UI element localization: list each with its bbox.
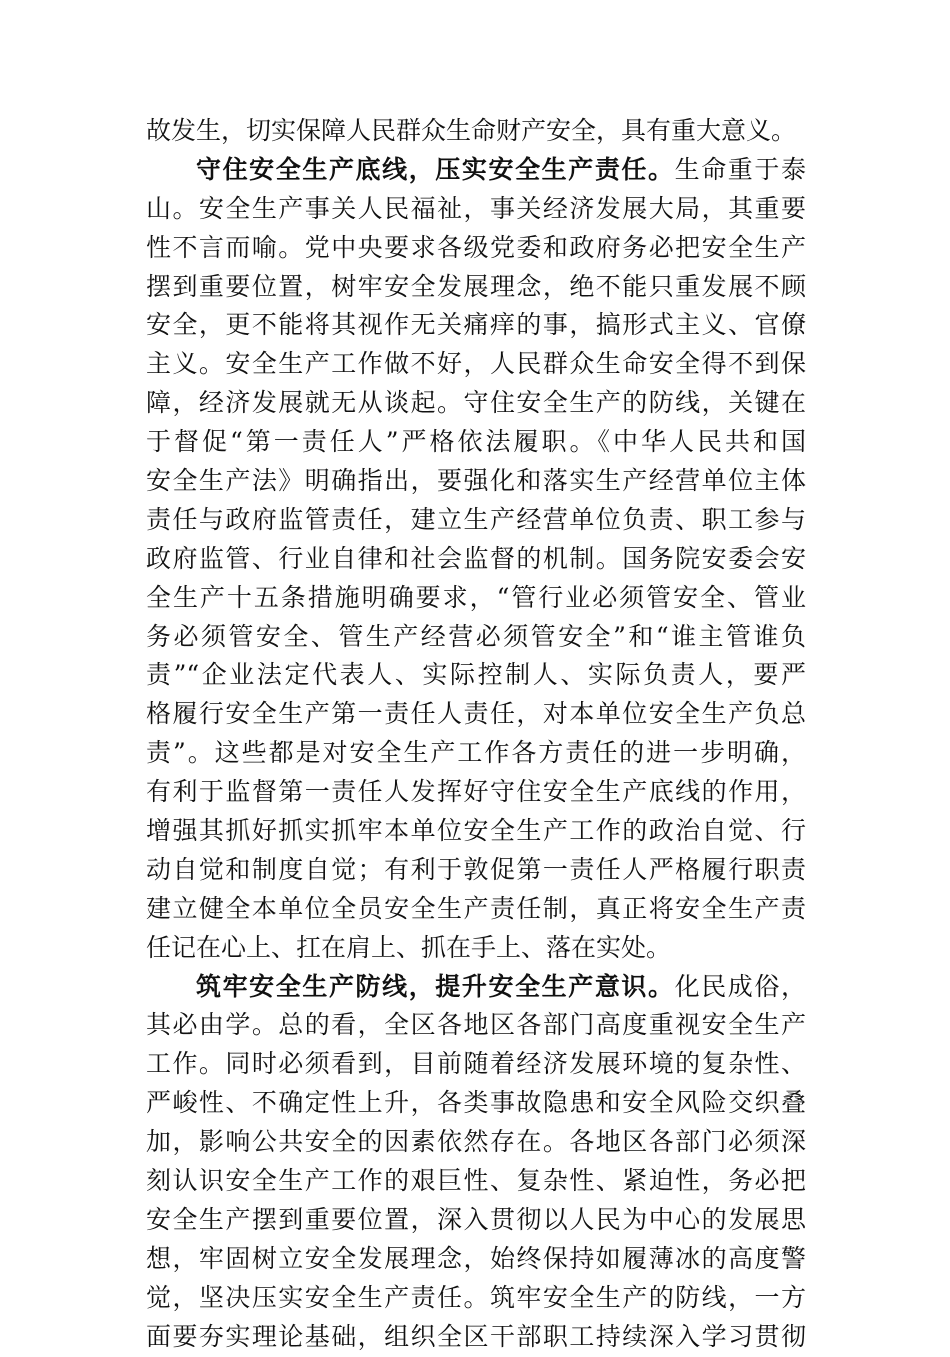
text-line: 山。安全生产事关人民福祉，事关经济发展大局，其重要 <box>146 193 806 223</box>
text-line: 障，经济发展就无从谈起。守住安全生产的防线，关键在 <box>146 388 806 418</box>
text-line: 有利于监督第一责任人发挥好守住安全生产底线的作用， <box>146 777 806 807</box>
document-page <box>146 112 806 1357</box>
text-line: 主义。安全生产工作做不好，人民群众生命安全得不到保 <box>146 349 806 379</box>
text-line: 任记在心上、扛在肩上、抓在手上、落在实处。 <box>146 932 672 962</box>
text-line: 刻认识安全生产工作的艰巨性、复杂性、紧迫性，务必把 <box>146 1166 806 1196</box>
text-line: 增强其抓好抓实抓牢本单位安全生产工作的政治自觉、行 <box>146 816 806 846</box>
paragraph-heading-line: 守住安全生产底线，压实安全生产责任。生命重于泰 <box>196 154 806 184</box>
text-line: 责”。这些都是对安全生产工作各方责任的进一步明确， <box>146 738 806 768</box>
text-line: 建立健全本单位全员安全生产责任制，真正将安全生产责 <box>146 893 806 923</box>
text-line: 性不言而喻。党中央要求各级党委和政府务必把安全生产 <box>146 232 806 262</box>
text-line: 格履行安全生产第一责任人责任，对本单位安全生产负总 <box>146 699 806 729</box>
text-line: 安全，更不能将其视作无关痛痒的事，搞形式主义、官僚 <box>146 310 806 340</box>
text-line: 加，影响公共安全的因素依然存在。各地区各部门必须深 <box>146 1127 806 1157</box>
text-line: 想，牢固树立安全发展理念，始终保持如履薄冰的高度警 <box>146 1243 806 1273</box>
text-line: 工作。同时必须看到，目前随着经济发展环境的复杂性、 <box>146 1049 806 1079</box>
paragraph-heading: 守住安全生产底线，压实安全生产责任。 <box>196 154 675 184</box>
text-line: 动自觉和制度自觉；有利于敦促第一责任人严格履行职责 <box>146 854 806 884</box>
text-line: 安全生产摆到重要位置，深入贯彻以人民为中心的发展思 <box>146 1204 806 1234</box>
text-line: 严峻性、不确定性上升，各类事故隐患和安全风险交织叠 <box>146 1088 806 1118</box>
paragraph-heading-line: 筑牢安全生产防线，提升安全生产意识。化民成俗， <box>196 971 806 1001</box>
text-line: 面要夯实理论基础，组织全区干部职工持续深入学习贯彻 <box>146 1321 806 1351</box>
text-line: 觉，坚决压实安全生产责任。筑牢安全生产的防线，一方 <box>146 1282 806 1312</box>
text-line: 责任与政府监管责任，建立生产经营单位负责、职工参与 <box>146 504 806 534</box>
text-line: 务必须管安全、管生产经营必须管安全”和“谁主管谁负 <box>146 621 806 651</box>
text-line: 责”“企业法定代表人、实际控制人、实际负责人，要严 <box>146 660 806 690</box>
text-line: 于督促“第一责任人”严格依法履职。《中华人民共和国 <box>146 427 806 457</box>
text-line: 政府监管、行业自律和社会监督的机制。国务院安委会安 <box>146 543 806 573</box>
text-line: 全生产十五条措施明确要求，“管行业必须管安全、管业 <box>146 582 806 612</box>
paragraph-heading: 筑牢安全生产防线，提升安全生产意识。 <box>196 971 675 1001</box>
text-line: 其必由学。总的看，全区各地区各部门高度重视安全生产 <box>146 1010 806 1040</box>
text-line: 安全生产法》明确指出，要强化和落实生产经营单位主体 <box>146 466 806 496</box>
text-line: 摆到重要位置，树牢安全发展理念，绝不能只重发展不顾 <box>146 271 806 301</box>
text-line: 故发生，切实保障人民群众生命财产安全，具有重大意义。 <box>146 116 797 145</box>
